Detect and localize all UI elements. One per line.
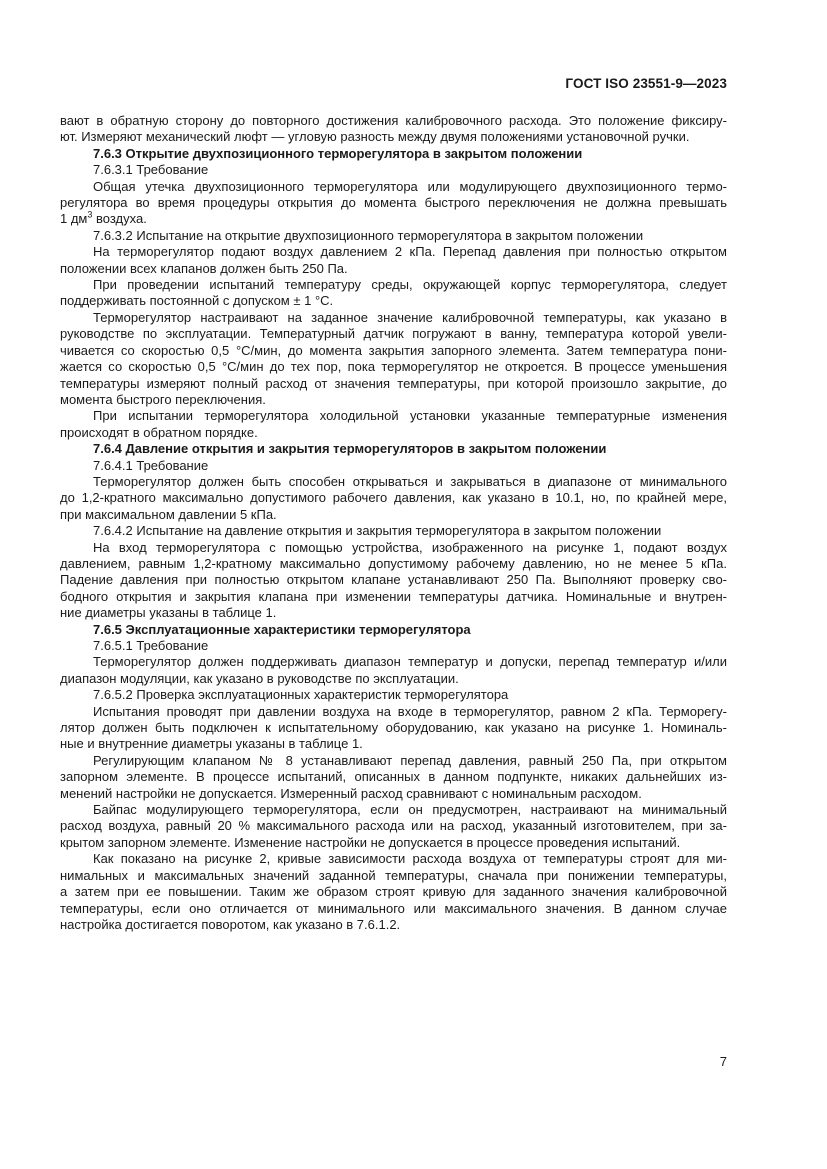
text-line: Терморегулятор должен быть способен открываться и закрываться в диапазоне от минимального — [93, 473, 727, 489]
text-line: бодного открытия и закрытия клапана при изменении температуры датчика. Номинальные и внутрен- — [60, 588, 727, 604]
text-line: до 1,2-кратного максимально допустимого рабочего давления, как указано в 10.1, но, по крайней мере, — [60, 490, 727, 506]
text-line: ние диаметры указаны в таблице 1. — [60, 605, 277, 621]
document-body — [60, 113, 727, 933]
text-line: лятор должен быть подключен к испытательному оборудованию, как указано на рисунке 1. Номиналь- — [60, 720, 727, 736]
text-line: крытом запорном элементе. Изменение настройки не допускается в процессе проведения испытаний. — [60, 834, 681, 850]
text-line: менений настройки не допускается. Измеренный расход сравнивают с номинальным расходом. — [60, 785, 642, 801]
text-line: Падение давления при полностью открытом клапане устанавливают 250 Па. Выполняют проверку сво- — [60, 572, 727, 588]
text-line: Как показано на рисунке 2, кривые зависимости расхода воздуха от температуры строят для ми- — [93, 851, 727, 867]
text-line: момента быстрого переключения. — [60, 391, 266, 407]
subsection-heading: 7.6.3.2 Испытание на открытие двухпозиционного терморегулятора в закрытом положении — [93, 227, 644, 243]
text-line: Терморегулятор настраивают на заданное значение калибровочной температуры, как указано в — [93, 309, 727, 325]
text-line: давлением, равным 1,2-кратному максимально допустимому рабочему давлению, но не менее 5 кПа. — [60, 555, 727, 571]
text-line: расход воздуха, равный 20 % максимального расхода или на расход, указанный изготовителем, при за- — [60, 818, 727, 834]
text-line: регулятора во время процедуры открытия до момента быстрого переключения не должна превышать — [60, 195, 727, 211]
text-line: температуры измеряют полный расход от значения температуры, при которой произошло закрытие, до — [60, 375, 727, 391]
section-heading-7-6-5: 7.6.5 Эксплуатационные характеристики терморегулятора — [93, 621, 471, 637]
text-line: запорном элементе. В процессе испытаний, описанных в данном подпункте, никаких дальнейших из- — [60, 769, 727, 785]
text-line: ют. Измеряют механический люфт — угловую разность между двумя положениями установочной ручки. — [60, 129, 690, 145]
section-heading-7-6-3: 7.6.3 Открытие двухпозиционного терморегулятора в закрытом положении — [93, 145, 583, 161]
text-line: при максимальном давлении 5 кПа. — [60, 506, 277, 522]
text-line: поддерживать постоянной с допуском ± 1 °С. — [60, 293, 334, 309]
document-header: ГОСТ ISO 23551-9—2023 — [565, 76, 727, 91]
page-number: 7 — [719, 1054, 727, 1069]
text-line: Регулирующим клапаном № 8 устанавливают перепад давления, равный 250 Па, при открытом — [93, 752, 727, 768]
text-line: Общая утечка двухпозиционного терморегулятора или модулирующего двухпозиционного термо- — [93, 178, 727, 194]
text-line: При проведении испытаний температуру среды, окружающей корпус терморегулятора, следует — [93, 277, 727, 293]
text-line: жается со скоростью 0,5 °С/мин до тех пор, пока терморегулятор не откроется. В процессе уменьшения — [60, 359, 727, 375]
text-line: температуры, если оно отличается от минимального или максимального значения. В данном случае — [60, 900, 727, 916]
text-line: вают в обратную сторону до повторного достижения калибровочного расхода. Это положение фиксиру- — [60, 113, 727, 128]
text-line: происходят в обратном порядке. — [60, 424, 258, 440]
text-line: При испытании терморегулятора холодильной установки указанные температурные изменения — [93, 408, 727, 424]
text-line: диапазон модуляции, как указано в руководстве по эксплуатации. — [60, 670, 459, 686]
text-line: а затем при ее повышении. Таким же образом строят кривую для заданного значения калибровочной — [60, 884, 727, 900]
text-line: На вход терморегулятора с помощью устройства, изображенного на рисунке 1, подают воздух — [93, 539, 727, 555]
text-line: руководстве по эксплуатации. Температурный датчик погружают в ванну, температура которой увели- — [60, 326, 727, 342]
text-line: настройка достигается поворотом, как указано в 7.6.1.2. — [60, 916, 401, 932]
subsection-heading: 7.6.5.1 Требование — [93, 638, 209, 653]
text-line: Терморегулятор должен поддерживать диапазон температур и допуски, перепад температур и/или — [93, 654, 727, 670]
text-line: чивается со скоростью 0,5 °С/мин, до момента закрытия запорного элемента. Затем температура пони- — [60, 342, 727, 358]
text-line: ные и внутренние диаметры указаны в таблице 1. — [60, 736, 363, 752]
text-line: положении всех клапанов должен быть 250 Па. — [60, 260, 348, 276]
subsection-heading: 7.6.4.1 Требование — [93, 457, 209, 473]
text-line: На терморегулятор подают воздух давлением 2 кПа. Перепад давления при полностью открытом — [93, 244, 727, 260]
subsection-heading: 7.6.5.2 Проверка эксплуатационных характеристик терморегулятора — [93, 687, 509, 703]
text-line: Испытания проводят при давлении воздуха на входе в терморегулятор, равном 2 кПа. Терморегу- — [93, 703, 727, 719]
text-line: Байпас модулирующего терморегулятора, если он предусмотрен, настраивают на минимальный — [93, 802, 727, 818]
text-line: нимальных и максимальных значений заданной температуры, сначала при понижении температуры, — [60, 867, 727, 883]
text-line: 1 $дм^3$ воздуха. — [60, 210, 147, 227]
subsection-heading: 7.6.4.2 Испытание на давление открытия и закрытия терморегулятора в закрытом положении — [93, 523, 662, 539]
subsection-heading: 7.6.3.1 Требование — [93, 162, 209, 178]
section-heading-7-6-4: 7.6.4 Давление открытия и закрытия терморегуляторов в закрытом положении — [93, 441, 607, 457]
